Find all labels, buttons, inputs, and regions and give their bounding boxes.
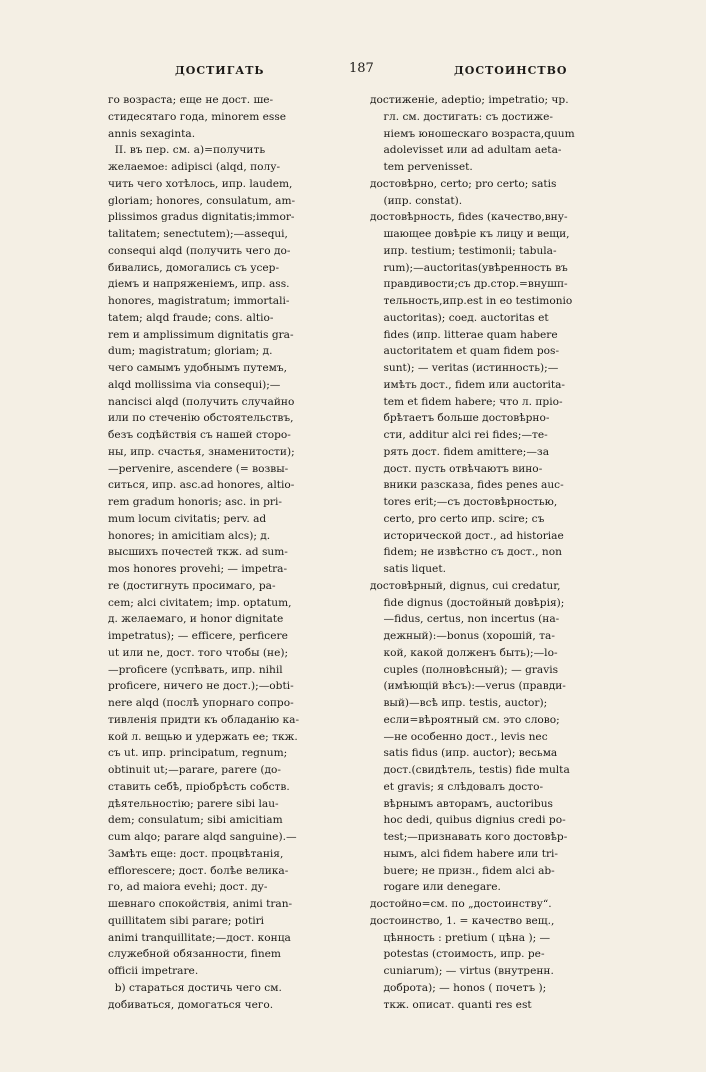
- text-line: (ипр. constat).: [370, 194, 463, 207]
- text-line: animi tranquillitate;—дост. конца: [108, 931, 291, 944]
- text-line: rem gradum honoris; asc. in pri-: [108, 496, 282, 508]
- text-line: сти, additur alci rei fides;—те-: [370, 429, 548, 441]
- text-line: buere; не призн., fidem alci ab-: [370, 864, 555, 877]
- text-line: кой л. вещью и удержать ее; ткж.: [108, 730, 298, 743]
- text-line: fides (ипр. litterae quam habere: [370, 328, 558, 341]
- text-line: honores, magistratum; immortali-: [108, 295, 290, 307]
- text-line: b) стараться достичь чего см.: [108, 981, 282, 994]
- text-line: чить чего хотѣлось, ипр. laudem,: [108, 177, 293, 190]
- text-line: чего самымъ удобнымъ путемъ,: [108, 362, 287, 374]
- text-line: д. желаемаго, и honor dignitate: [108, 613, 284, 626]
- text-line: rum);—auctoritas(увѣренность въ: [370, 261, 568, 274]
- right-column: [370, 92, 626, 1052]
- text-line: достоинство, 1. = качество вещ.,: [370, 914, 555, 927]
- text-line: potestas (стоимость, ипр. pe-: [370, 948, 545, 961]
- text-line: talitatem; senectutem);—assequi,: [108, 228, 288, 240]
- text-line: tem et fidem habere; что л. пріо-: [370, 395, 563, 408]
- text-line: го, ad maiora evehi; дост. ду-: [108, 881, 268, 894]
- text-line: dem; consulatum; sibi amicitiam: [108, 814, 283, 827]
- text-line: et gravis; я слѣдовалъ досто-: [370, 780, 544, 793]
- text-line: impetratus); — efficere, perficere: [108, 630, 288, 642]
- text-line: тивленія придти къ обладанію ка-: [108, 713, 300, 726]
- text-line: дост. пусть отвѣчаютъ вино-: [370, 462, 543, 475]
- text-line: cuples (полновѣсный); — gravis: [370, 663, 559, 676]
- text-line: доброта); — honos ( почетъ );: [370, 981, 547, 994]
- text-line: или по стеченію обстоятельствъ,: [108, 412, 294, 425]
- text-line: вый)—всѣ ипр. testis, auctor);: [370, 697, 548, 709]
- text-line: достовѣрный, dignus, cui credatur,: [370, 579, 561, 592]
- text-line: test;—признавать кого достовѣр-: [370, 831, 568, 843]
- text-line: (имѣющій вѣсъ):—verus (правди-: [370, 680, 566, 693]
- text-line: —pervenire, ascendere (= возвы-: [108, 462, 289, 475]
- text-line: rem и amplissimum dignitatis gra-: [108, 328, 294, 341]
- text-line: вники разсказа, fides penes auc-: [370, 479, 564, 492]
- text-line: ставить себѣ, пріобрѣсть собств.: [108, 780, 290, 793]
- text-line: —proficere (успѣвать, ипр. nihil: [108, 663, 283, 676]
- text-line: стидесятаго года, minorem esse: [108, 110, 287, 123]
- text-line: брѣтаетъ больше достовѣрно-: [370, 412, 550, 425]
- text-line: діемъ и напряженіемъ, ипр. ass.: [108, 278, 290, 291]
- text-line: высшихъ почестей ткж. ad sum-: [108, 546, 288, 559]
- text-line: obtinuit ut;—parare, parere (до-: [108, 764, 281, 776]
- text-line: ипр. testium; testimonii; tabula-: [370, 244, 557, 257]
- text-line: quillitatem sibi parare; potiri: [108, 914, 265, 927]
- text-line: дѣятельностію; parere sibi lau-: [108, 797, 279, 810]
- text-line: достовѣрно, certo; pro certo; satis: [370, 177, 557, 190]
- text-line: бивались, домогались съ усер-: [108, 261, 280, 274]
- text-line: II. въ пер. см. a)=получить: [108, 144, 266, 157]
- text-line: certo, pro certo ипр. scire; съ: [370, 512, 545, 525]
- text-line: имѣть дост., fidem или auctorita-: [370, 378, 566, 391]
- text-line: безъ содѣйствія съ нашей сторо-: [108, 429, 291, 441]
- text-line: adolevisset или ad adultam aeta-: [370, 144, 562, 157]
- text-line: если=вѣроятный см. это слово;: [370, 713, 560, 726]
- text-line: шающее довѣріе къ лицу и вещи,: [370, 228, 570, 240]
- text-line: mos honores provehi; — impetra-: [108, 563, 288, 575]
- text-line: satis liquet.: [370, 563, 446, 575]
- text-line: cuniarum); — virtus (внутренн.: [370, 965, 554, 977]
- text-line: nancisci alqd (получить случайно: [108, 395, 295, 408]
- text-line: рять дост. fidem amittere;—за: [370, 445, 550, 458]
- text-line: plissimos gradus dignitatis;immor-: [108, 211, 295, 224]
- text-line: служебной обязанности, finem: [108, 948, 281, 961]
- text-line: fidem; не извѣстно съ дост., non: [370, 546, 562, 559]
- text-line: дост.(свидѣтель, testis) fide multa: [370, 764, 570, 776]
- text-line: исторической дост., ad historiae: [370, 529, 564, 542]
- text-line: кой, какой долженъ быть);—lo-: [370, 646, 558, 659]
- text-line: достовѣрность, fides (качество,вну-: [370, 211, 568, 224]
- text-line: добиваться, домогаться чего.: [108, 998, 274, 1011]
- text-line: sunt); — veritas (истинность);—: [370, 362, 559, 374]
- text-line: гл. см. достигать: съ достиже-: [370, 110, 553, 123]
- text-line: желаемое: adipisci (alqd, полу-: [108, 161, 281, 173]
- text-line: нымъ, alci fidem habere или tri-: [370, 847, 558, 860]
- text-line: ситься, ипр. asc.ad honores, altio-: [108, 479, 295, 492]
- text-line: auctoritatem et quam fidem pos-: [370, 345, 560, 358]
- text-line: tatem; alqd fraude; cons. altio-: [108, 311, 274, 324]
- text-line: proficere, ничего не дост.);—obti-: [108, 680, 294, 693]
- text-line: —не особенно дост., levis nec: [370, 730, 548, 743]
- text-line: цѣнность : pretium ( цѣна ); —: [370, 931, 551, 944]
- text-line: nere alqd (послѣ упорнаго сопро-: [108, 697, 294, 709]
- header-left-word: ДОСТИГАТЬ: [175, 64, 265, 77]
- text-line: съ ut. ипр. principatum, regnum;: [108, 747, 288, 760]
- text-line: dum; magistratum; gloriam; д.: [108, 345, 273, 358]
- text-line: tores erit;—съ достовѣрностью,: [370, 496, 558, 508]
- text-line: fide dignus (достойный довѣрія);: [370, 596, 565, 609]
- text-line: officii impetrare.: [108, 965, 199, 977]
- header-right-word: ДОСТОИНСТВО: [454, 64, 568, 77]
- text-line: го возраста; еще не дост. ше-: [108, 94, 274, 106]
- text-line: consequi alqd (получить чего до-: [108, 244, 291, 257]
- text-line: вѣрнымъ авторамъ, auctoribus: [370, 797, 553, 810]
- text-line: шевнаго спокойствія, animi tran-: [108, 898, 293, 910]
- text-line: annis sexaginta.: [108, 127, 196, 140]
- text-line: alqd mollissima via consequi);—: [108, 378, 281, 391]
- text-line: tem pervenisset.: [370, 161, 473, 173]
- text-line: cem; alci civitatem; imp. optatum,: [108, 596, 292, 609]
- text-line: honores; in amicitiam alcs); д.: [108, 529, 271, 542]
- text-line: hoc dedi, quibus dignius credi po-: [370, 814, 566, 827]
- text-line: —fidus, certus, non incertus (на-: [370, 613, 560, 626]
- text-line: достойно=см. по „достоинству“.: [370, 898, 552, 910]
- text-line: ны, ипр. счастья, знаменитости);: [108, 445, 295, 458]
- text-line: ткж. описат. quanti res est: [370, 998, 532, 1011]
- text-line: Замѣть еще: дост. процвѣтанія,: [108, 847, 284, 860]
- text-line: ніемъ юношескаго возраста,quum: [370, 127, 575, 140]
- text-line: mum locum civitatis; perv. ad: [108, 512, 267, 525]
- text-line: satis fidus (ипр. auctor); весьма: [370, 747, 558, 760]
- text-line: auctoritas); соед. auctoritas et: [370, 311, 549, 324]
- text-line: правдивости;съ др.стор.=внушп-: [370, 278, 568, 291]
- text-line: дежный):—bonus (хорошій, та-: [370, 630, 555, 642]
- text-line: достиженіе, adeptio; impetratio; чр.: [370, 94, 569, 106]
- text-line: ut или ne, дост. того чтобы (не);: [108, 646, 289, 659]
- text-line: cum alqo; parare alqd sanguine).—: [108, 831, 297, 843]
- page-number: 187: [349, 61, 374, 76]
- page-header: [0, 58, 706, 82]
- text-line: rogare или denegare.: [370, 881, 501, 894]
- text-line: efflorescere; дост. болѣе велика-: [108, 864, 289, 877]
- left-column: [108, 92, 346, 1052]
- text-line: gloriam; honores, consulatum, am-: [108, 194, 296, 207]
- text-line: тельность,ипр.est in eo testimonio: [370, 295, 573, 307]
- text-line: re (достигнуть просимаго, ра-: [108, 579, 276, 592]
